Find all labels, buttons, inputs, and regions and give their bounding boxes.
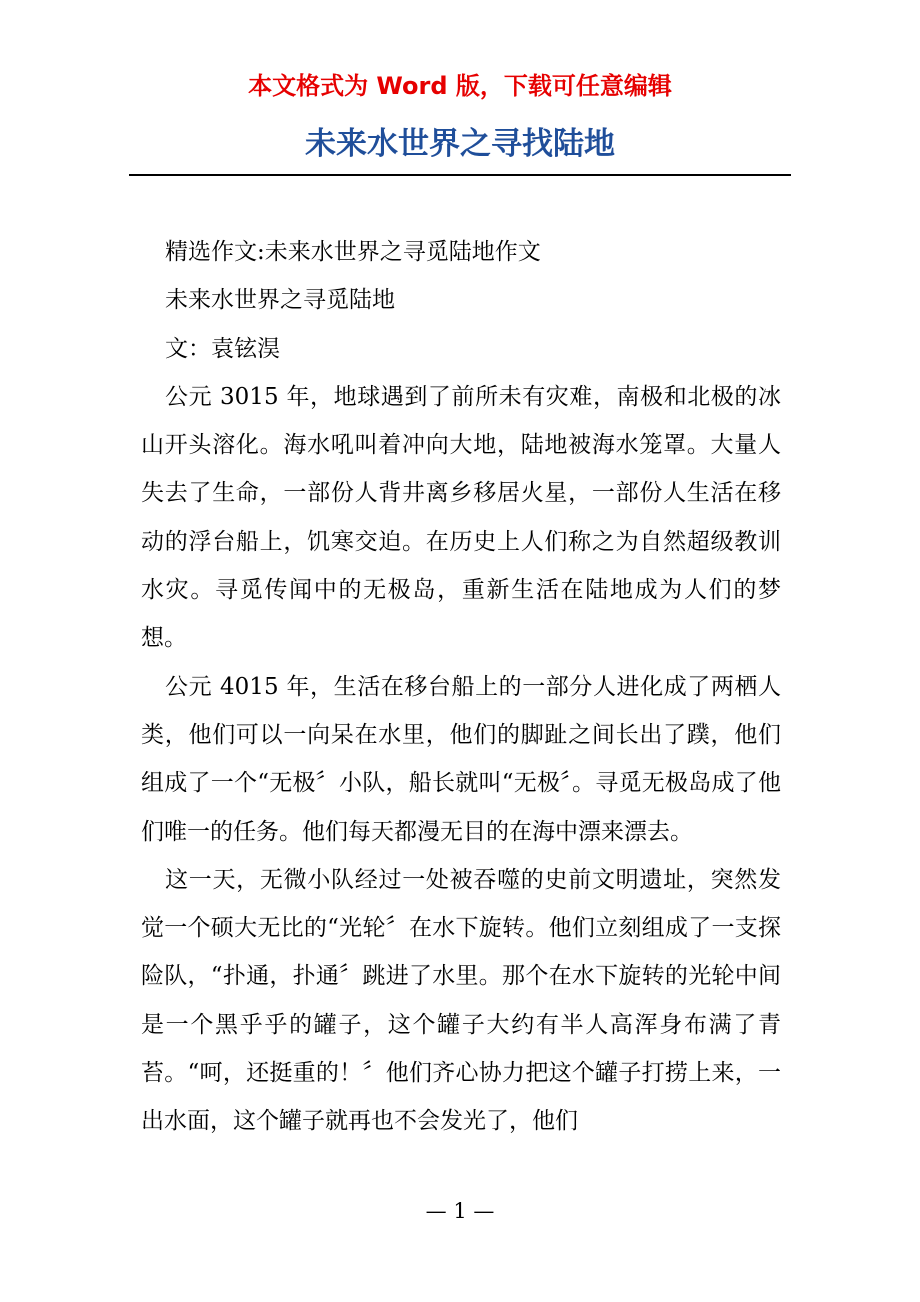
essay-title-line: 未来水世界之寻觅陆地 (165, 287, 395, 314)
body-paragraph: 公元 3015 年，地球遇到了前所未有灾难，南极和北极的冰山开头溶化。海水吼叫着冲向大地，陆地被海水笼罩。大量人失去了生命，一部份人背井离乡移居火星，一部份人生活在移动的浮台船上，饥寒交迫。在历史上人们称之为自然超级教训水灾。寻觅传闻中的无极岛，重新生活在陆地成为人们的梦想。 (141, 383, 781, 652)
document-title: 未来水世界之寻找陆地 (305, 126, 615, 162)
body-paragraph: 公元 4015 年，生活在移台船上的一部分人进化成了两栖人类，他们可以一向呆在水里，他们的脚趾之间长出了蹼，他们组成了一个“无极〞小队，船长就叫“无极〞。寻觅无极岛成了他们唯一的任务。他们每天都漫无目的在海中漂来漂去。 (141, 673, 781, 845)
page-number: — 1 — (425, 1199, 495, 1223)
document-body (141, 228, 781, 1146)
format-notice-banner: 本文格式为 Word 版，下载可任意编辑 (248, 72, 672, 100)
author-line: 文：袁铉淏 (165, 335, 280, 362)
body-paragraph: 这一天，无微小队经过一处被吞噬的史前文明遗址，突然发觉一个硕大无比的“光轮〞在水下旋转。他们立刻组成了一支探险队，“扑通，扑通〞跳进了水里。那个在水下旋转的光轮中间是一个黑乎乎的罐子，这个罐子大约有半人高浑身布满了青苔。“呵，还挺重的！〞他们齐心协力把这个罐子打捞上来，一出水面，这个罐子就再也不会发光了，他们 (141, 866, 781, 1135)
title-divider (129, 174, 791, 176)
essay-source-line: 精选作文:未来水世界之寻觅陆地作文 (165, 239, 541, 265)
